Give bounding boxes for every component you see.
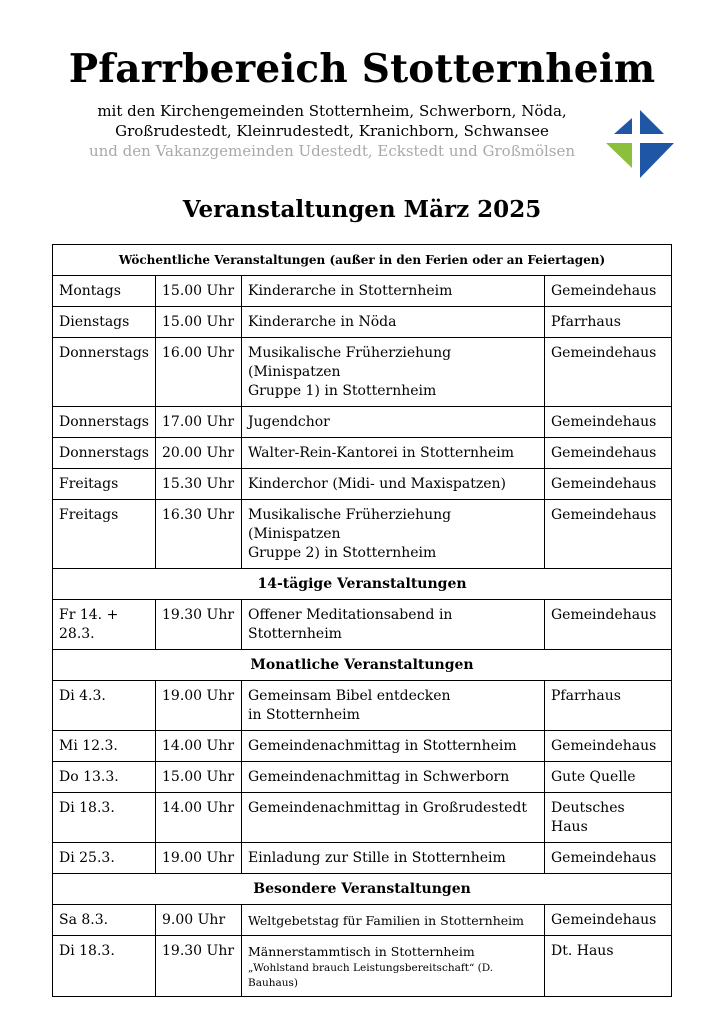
table-row bbox=[53, 307, 672, 338]
logo-blue-top-right bbox=[640, 110, 664, 134]
cross-logo-icon bbox=[604, 110, 676, 180]
page-title: Pfarrbereich Stotternheim bbox=[68, 46, 656, 92]
event-place: Dt. Haus bbox=[545, 936, 672, 997]
event-note: „Wohlstand brauch Leistungsbereitschaft“ (D. Bauhaus) bbox=[248, 962, 494, 989]
event-time: 17.00 Uhr bbox=[156, 407, 242, 438]
event-place: Gemeindehaus bbox=[545, 438, 672, 469]
event-title-line-2: in Stotternheim bbox=[248, 707, 360, 723]
event-place: Gemeindehaus bbox=[545, 905, 672, 936]
event-title: Offener Meditationsabend in Stotternheim bbox=[242, 600, 545, 650]
event-place: Pfarrhaus bbox=[545, 307, 672, 338]
section-row-special bbox=[53, 874, 672, 905]
event-time: 19.00 Uhr bbox=[156, 681, 242, 731]
event-day: Donnerstags bbox=[53, 438, 156, 469]
event-title-line-1: Musikalische Früherziehung (Minispatzen bbox=[248, 345, 452, 380]
event-title: Gemeindenachmittag in Schwerborn bbox=[242, 762, 545, 793]
event-day: Donnerstags bbox=[53, 407, 156, 438]
event-title: Kinderarche in Nöda bbox=[242, 307, 545, 338]
event-place: Gemeindehaus bbox=[545, 407, 672, 438]
event-place: Pfarrhaus bbox=[545, 681, 672, 731]
table-row bbox=[53, 905, 672, 936]
event-place: Gemeindehaus bbox=[545, 843, 672, 874]
section-row-monthly bbox=[53, 650, 672, 681]
event-time: 16.00 Uhr bbox=[156, 338, 242, 407]
logo-blue-top-left bbox=[614, 118, 632, 134]
event-title-line-2: Gruppe 1) in Stotternheim bbox=[248, 383, 437, 399]
section-row-weekly bbox=[53, 245, 672, 276]
event-title bbox=[242, 338, 545, 407]
event-place: Gemeindehaus bbox=[545, 276, 672, 307]
logo-blue-bottom-right bbox=[640, 143, 674, 178]
table-row bbox=[53, 338, 672, 407]
event-day: Freitags bbox=[53, 500, 156, 569]
event-time: 14.00 Uhr bbox=[156, 731, 242, 762]
table-row bbox=[53, 500, 672, 569]
event-time: 15.00 Uhr bbox=[156, 307, 242, 338]
section-row-biweekly bbox=[53, 569, 672, 600]
event-day: Montags bbox=[53, 276, 156, 307]
event-title: Jugendchor bbox=[242, 407, 545, 438]
event-day: Di 25.3. bbox=[53, 843, 156, 874]
event-time: 15.00 Uhr bbox=[156, 762, 242, 793]
table-row bbox=[53, 731, 672, 762]
event-title: Weltgebetstag für Familien in Stotternheim bbox=[242, 905, 545, 936]
event-day: Di 18.3. bbox=[53, 936, 156, 997]
section-biweekly: 14-tägige Veranstaltungen bbox=[53, 569, 672, 600]
table-row bbox=[53, 843, 672, 874]
section-weekly: Wöchentliche Veranstaltungen (außer in den Ferien oder an Feiertagen) bbox=[53, 245, 672, 276]
table-row bbox=[53, 407, 672, 438]
table-row bbox=[53, 793, 672, 843]
event-day: Mi 12.3. bbox=[53, 731, 156, 762]
event-place: Gemeindehaus bbox=[545, 338, 672, 407]
event-place: Deutsches Haus bbox=[545, 793, 672, 843]
event-day: Donnerstags bbox=[53, 338, 156, 407]
section-special: Besondere Veranstaltungen bbox=[53, 874, 672, 905]
event-title: Einladung zur Stille in Stotternheim bbox=[242, 843, 545, 874]
event-day: Fr 14. + 28.3. bbox=[53, 600, 156, 650]
events-heading: Veranstaltungen März 2025 bbox=[182, 196, 542, 223]
section-monthly: Monatliche Veranstaltungen bbox=[53, 650, 672, 681]
event-time: 9.00 Uhr bbox=[156, 905, 242, 936]
event-time: 19.30 Uhr bbox=[156, 936, 242, 997]
event-day: Sa 8.3. bbox=[53, 905, 156, 936]
event-title-line-1: Männerstammtisch in Stotternheim bbox=[248, 944, 475, 959]
event-time: 14.00 Uhr bbox=[156, 793, 242, 843]
event-time: 15.00 Uhr bbox=[156, 276, 242, 307]
events-table bbox=[52, 244, 672, 997]
event-title bbox=[242, 500, 545, 569]
event-day: Do 13.3. bbox=[53, 762, 156, 793]
event-title: Gemeindenachmittag in Stotternheim bbox=[242, 731, 545, 762]
event-time: 15.30 Uhr bbox=[156, 469, 242, 500]
event-place: Gemeindehaus bbox=[545, 600, 672, 650]
event-title bbox=[242, 681, 545, 731]
event-time: 16.30 Uhr bbox=[156, 500, 242, 569]
subtitle-line-1: mit den Kirchengemeinden Stotternheim, Schwerborn, Nöda, bbox=[97, 102, 567, 120]
event-time: 20.00 Uhr bbox=[156, 438, 242, 469]
logo-green-left bbox=[606, 143, 632, 168]
event-place: Gemeindehaus bbox=[545, 469, 672, 500]
event-title: Walter-Rein-Kantorei in Stotternheim bbox=[242, 438, 545, 469]
subtitle-line-3: und den Vakanzgemeinden Udestedt, Eckstedt und Großmölsen bbox=[88, 142, 576, 160]
event-title: Kinderchor (Midi- und Maxispatzen) bbox=[242, 469, 545, 500]
table-row bbox=[53, 936, 672, 997]
table-row bbox=[53, 276, 672, 307]
event-day: Di 4.3. bbox=[53, 681, 156, 731]
event-time: 19.30 Uhr bbox=[156, 600, 242, 650]
event-place: Gemeindehaus bbox=[545, 731, 672, 762]
event-time: 19.00 Uhr bbox=[156, 843, 242, 874]
event-title-line-1: Musikalische Früherziehung (Minispatzen bbox=[248, 507, 452, 542]
table-row bbox=[53, 600, 672, 650]
subtitle-line-2: Großrudestedt, Kleinrudestedt, Kranichborn, Schwansee bbox=[115, 122, 549, 140]
event-title: Kinderarche in Stotternheim bbox=[242, 276, 545, 307]
event-place: Gute Quelle bbox=[545, 762, 672, 793]
event-day: Dienstags bbox=[53, 307, 156, 338]
table-row bbox=[53, 469, 672, 500]
event-title-line-2: Gruppe 2) in Stotternheim bbox=[248, 545, 437, 561]
event-day: Di 18.3. bbox=[53, 793, 156, 843]
event-title-line-1: Gemeinsam Bibel entdecken bbox=[248, 688, 451, 704]
event-title bbox=[242, 936, 545, 997]
table-row bbox=[53, 438, 672, 469]
event-title: Gemeindenachmittag in Großrudestedt bbox=[242, 793, 545, 843]
table-row bbox=[53, 681, 672, 731]
event-place: Gemeindehaus bbox=[545, 500, 672, 569]
table-row bbox=[53, 762, 672, 793]
event-day: Freitags bbox=[53, 469, 156, 500]
